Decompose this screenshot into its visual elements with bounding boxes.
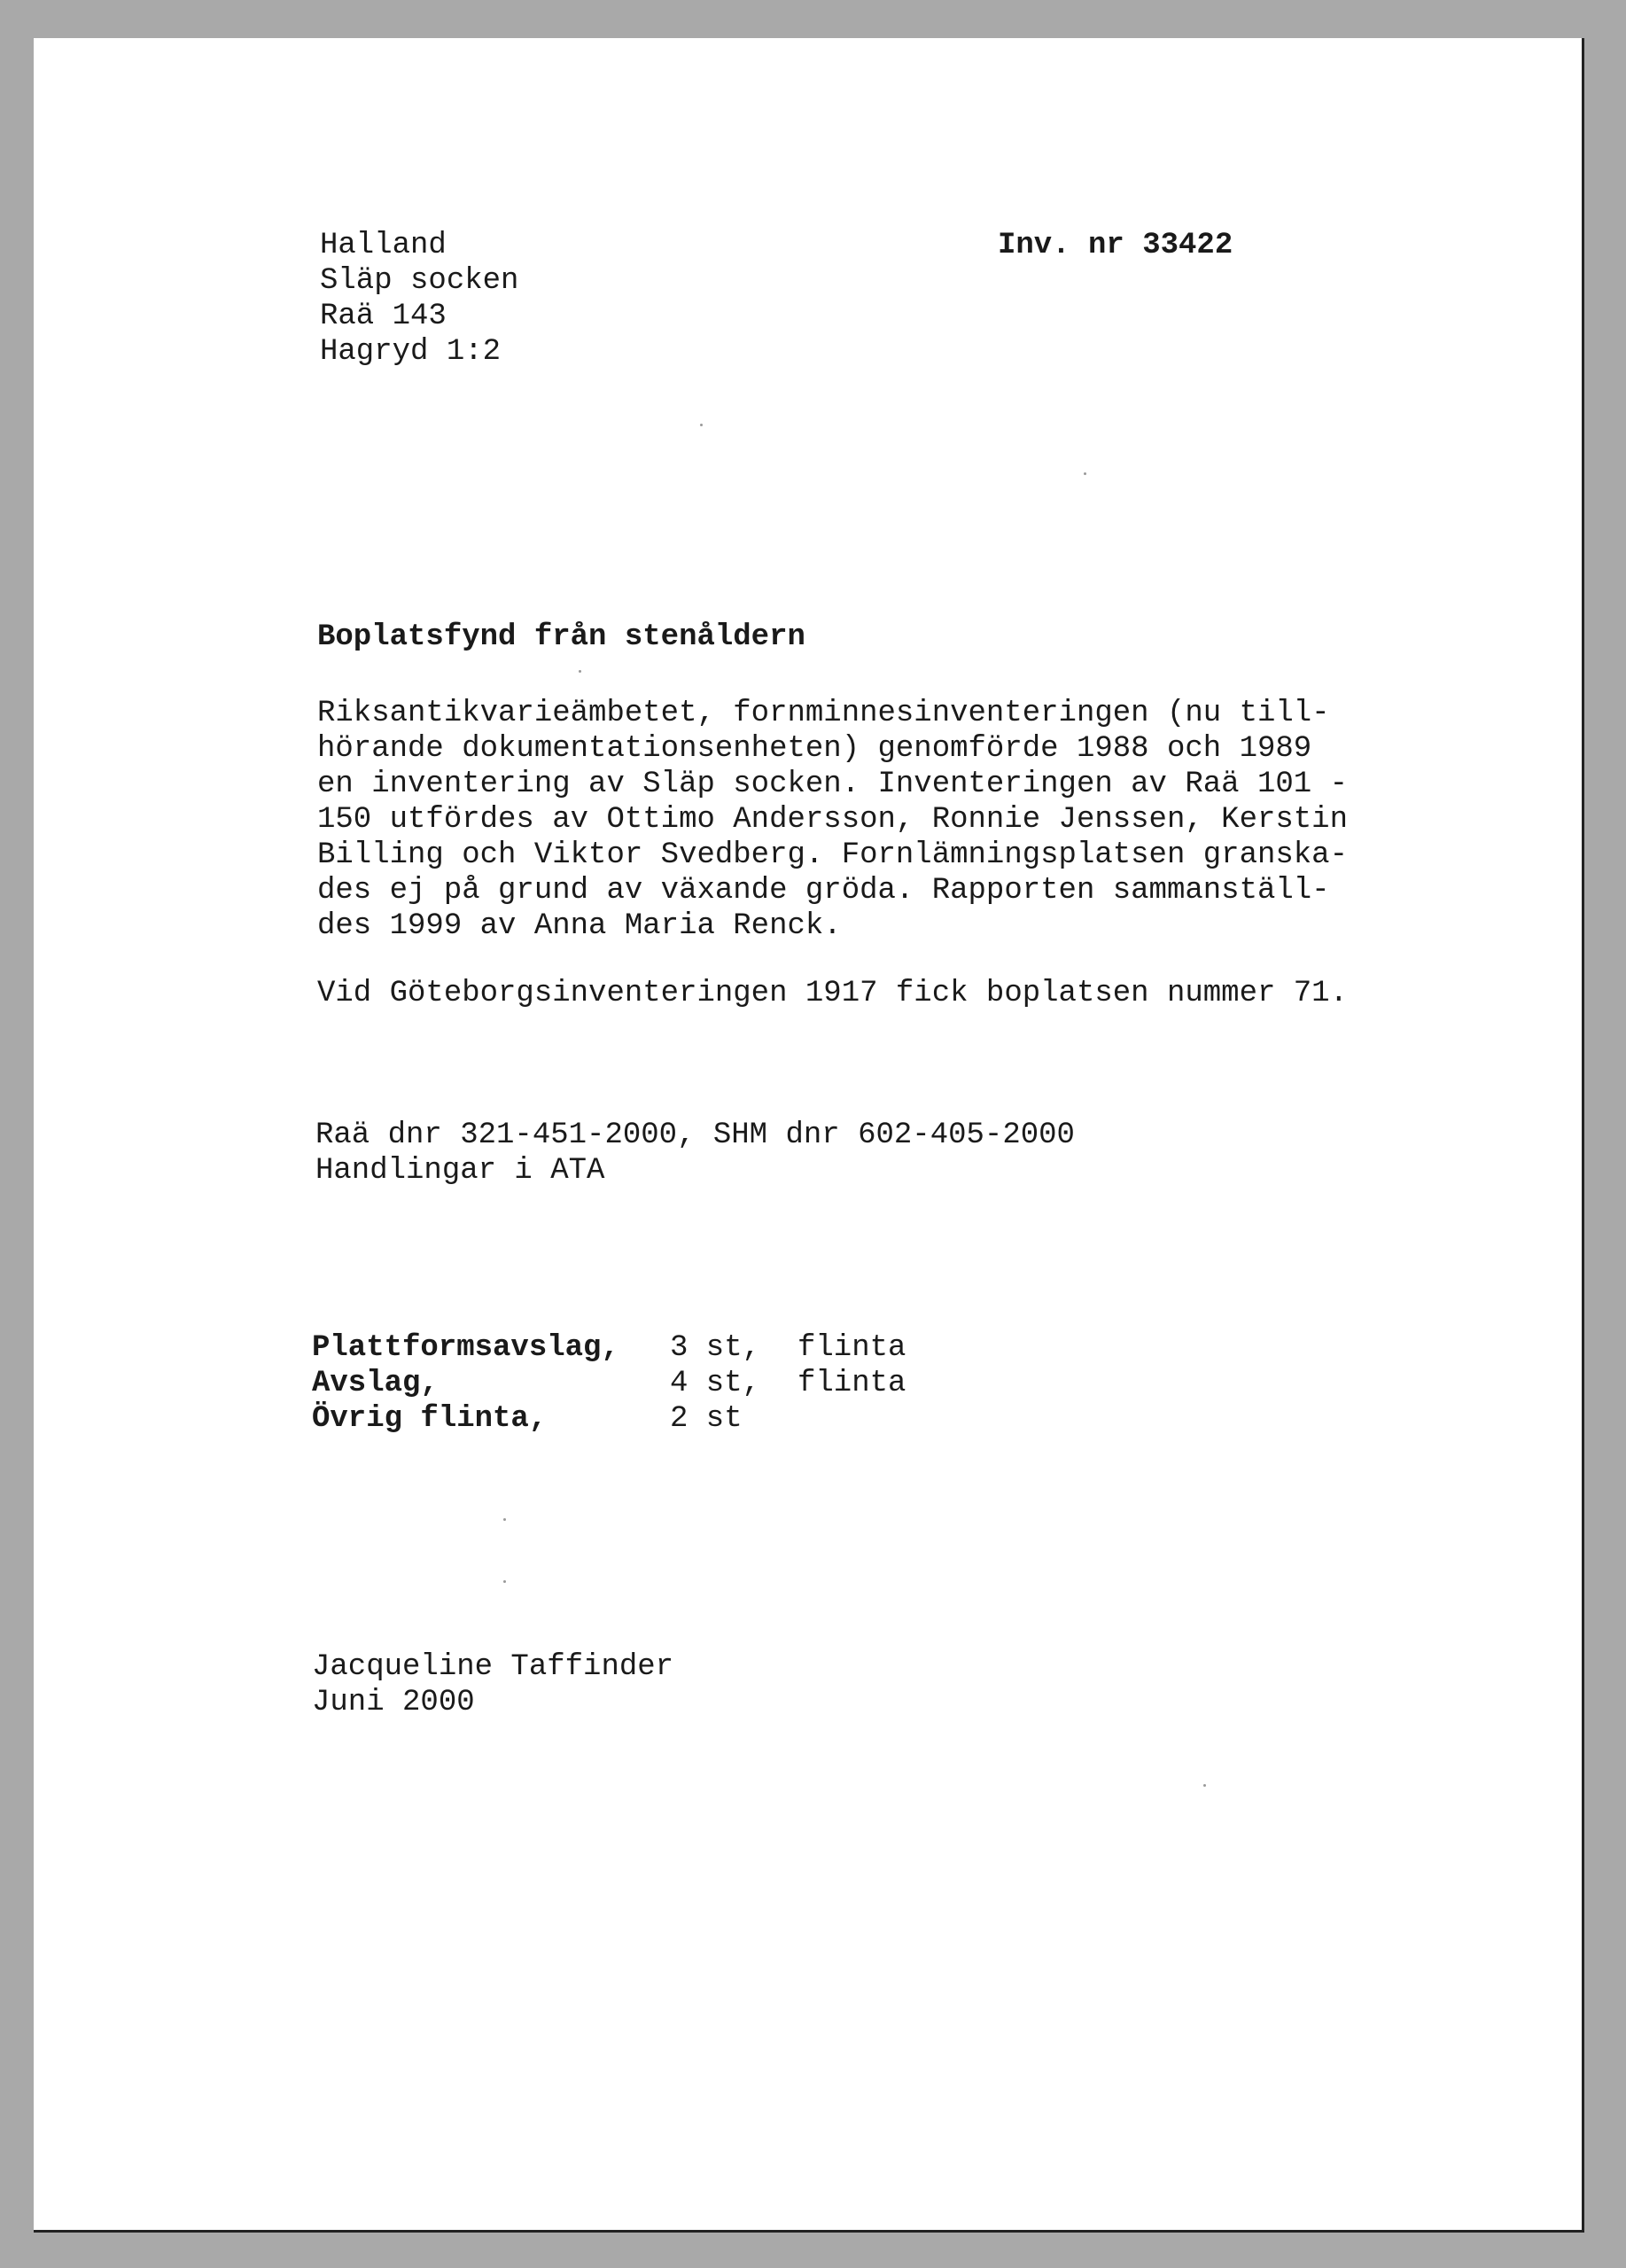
find-name: Avslag, xyxy=(312,1367,439,1400)
paper-speck xyxy=(1203,1784,1206,1787)
paragraph-line: Riksantikvarieämbetet, fornminnesinventeringen (nu till- xyxy=(317,697,1330,730)
document-title: Boplatsfynd från stenåldern xyxy=(317,620,805,654)
archive-reference: Handlingar i ATA xyxy=(315,1154,605,1188)
paragraph-line: Billing och Viktor Svedberg. Fornlämningsplatsen granska- xyxy=(317,838,1348,872)
paragraph-line: en inventering av Släp socken. Inventeringen av Raä 101 - xyxy=(317,768,1348,801)
survey-note: Vid Göteborgsinventeringen 1917 fick boplatsen nummer 71. xyxy=(317,977,1348,1010)
paragraph-line: des 1999 av Anna Maria Renck. xyxy=(317,909,842,943)
document-page xyxy=(34,38,1584,2233)
raa-number: Raä 143 xyxy=(320,300,447,333)
paragraph-line: hörande dokumentationsenheten) genomförde 1988 och 1989 xyxy=(317,732,1312,766)
paragraph-line: des ej på grund av växande gröda. Rapporten sammanställ- xyxy=(317,874,1330,908)
find-count: 4 st, xyxy=(670,1367,761,1400)
parish: Släp socken xyxy=(320,264,519,298)
inventory-number: Inv. nr 33422 xyxy=(998,229,1233,262)
paper-speck xyxy=(579,670,581,673)
find-count: 3 st, xyxy=(670,1331,761,1365)
find-count: 2 st xyxy=(670,1402,743,1436)
find-material: flinta xyxy=(797,1331,906,1365)
province: Halland xyxy=(320,229,447,262)
find-material: flinta xyxy=(797,1367,906,1400)
paper-speck xyxy=(700,424,703,426)
paper-speck xyxy=(1084,472,1086,475)
paragraph-line: 150 utfördes av Ottimo Andersson, Ronnie Jenssen, Kerstin xyxy=(317,803,1348,837)
find-name: Övrig flinta, xyxy=(312,1402,548,1436)
paper-speck xyxy=(503,1518,506,1521)
author-name: Jacqueline Taffinder xyxy=(312,1650,674,1684)
reference-numbers: Raä dnr 321-451-2000, SHM dnr 602-405-2000 xyxy=(315,1118,1075,1152)
property: Hagryd 1:2 xyxy=(320,335,502,369)
report-date: Juni 2000 xyxy=(312,1686,475,1719)
find-name: Plattformsavslag, xyxy=(312,1331,619,1365)
paper-speck xyxy=(503,1580,506,1583)
